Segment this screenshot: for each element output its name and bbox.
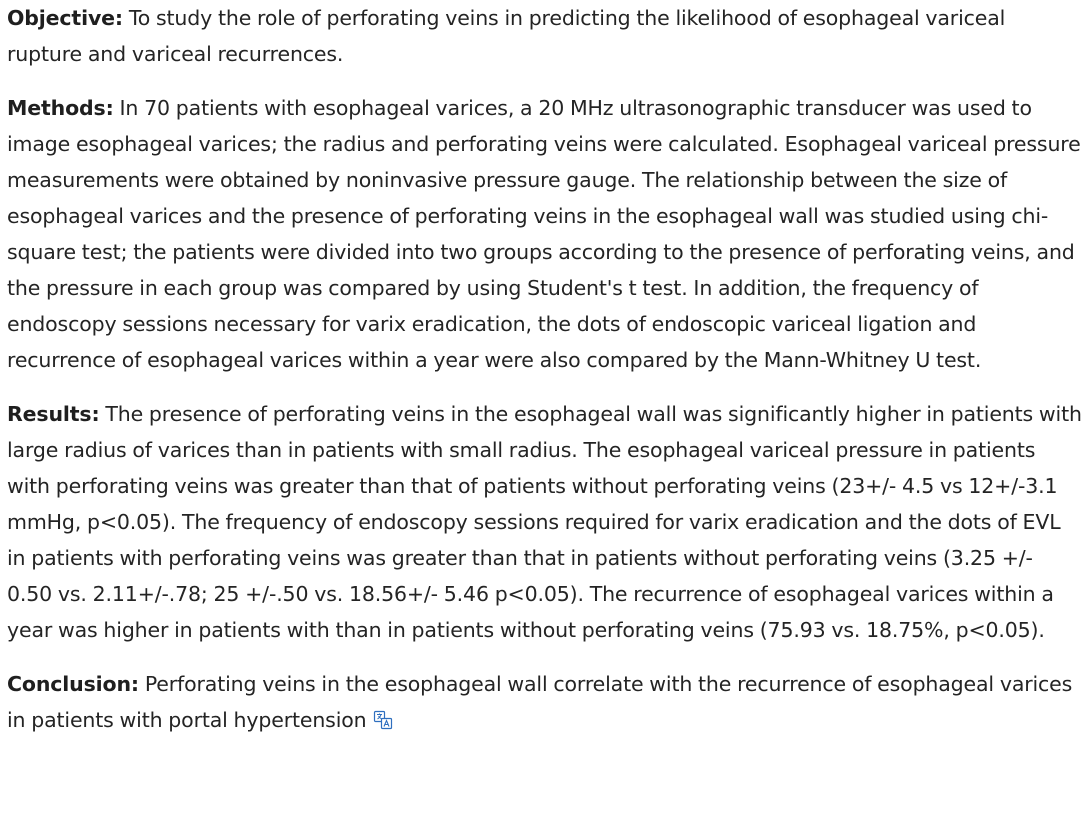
- objective-text: To study the role of perforating veins in predicting the likelihood of esophageal variceal rupture and variceal recurrences.: [7, 6, 1006, 66]
- conclusion-label: Conclusion:: [7, 672, 139, 696]
- results-text: The presence of perforating veins in the esophageal wall was significantly higher in patients with large radius of varices than in patients with small radius. The esophageal variceal pressure in patients with perforating veins was greater than that of patients without perforating veins (23+/- 4.5 vs 12+/-3.1 mmHg, p<0.05). The frequency of endoscopy sessions required for varix eradication and the dots of EVL in patients with perforating veins was greater than that in patients without perforating veins (3.25 +/- 0.50 vs. 2.11+/-.78; 25 +/-.50 vs. 18.56+/- 5.46 p<0.05). The recurrence of esophageal varices within a year was higher in patients with than in patients without perforating veins (75.93 vs. 18.75%, p<0.05).: [7, 402, 1082, 642]
- methods-section: [7, 90, 1082, 378]
- methods-label: Methods:: [7, 96, 114, 120]
- conclusion-text: Perforating veins in the esophageal wall correlate with the recurrence of esophageal varices in patients with portal hypertension: [7, 672, 1073, 732]
- methods-text: In 70 patients with esophageal varices, a 20 MHz ultrasonographic transducer was used to image esophageal varices; the radius and perforating veins were calculated. Esophageal variceal pressure measurements were obtained by noninvasive pressure gauge. The relationship between the size of esophageal varices and the presence of perforating veins in the esophageal wall was studied using chi-square test; the patients were divided into two groups according to the presence of perforating veins, and the pressure in each group was compared by using Student's t test. In addition, the frequency of endoscopy sessions necessary for varix eradication, the dots of endoscopic variceal ligation and recurrence of esophageal varices within a year were also compared by the Mann-Whitney U test.: [7, 96, 1081, 372]
- results-section: [7, 396, 1082, 648]
- results-label: Results:: [7, 402, 100, 426]
- conclusion-section: [7, 666, 1082, 738]
- objective-section: [7, 0, 1082, 72]
- translate-icon[interactable]: [373, 710, 393, 730]
- objective-label: Objective:: [7, 6, 123, 30]
